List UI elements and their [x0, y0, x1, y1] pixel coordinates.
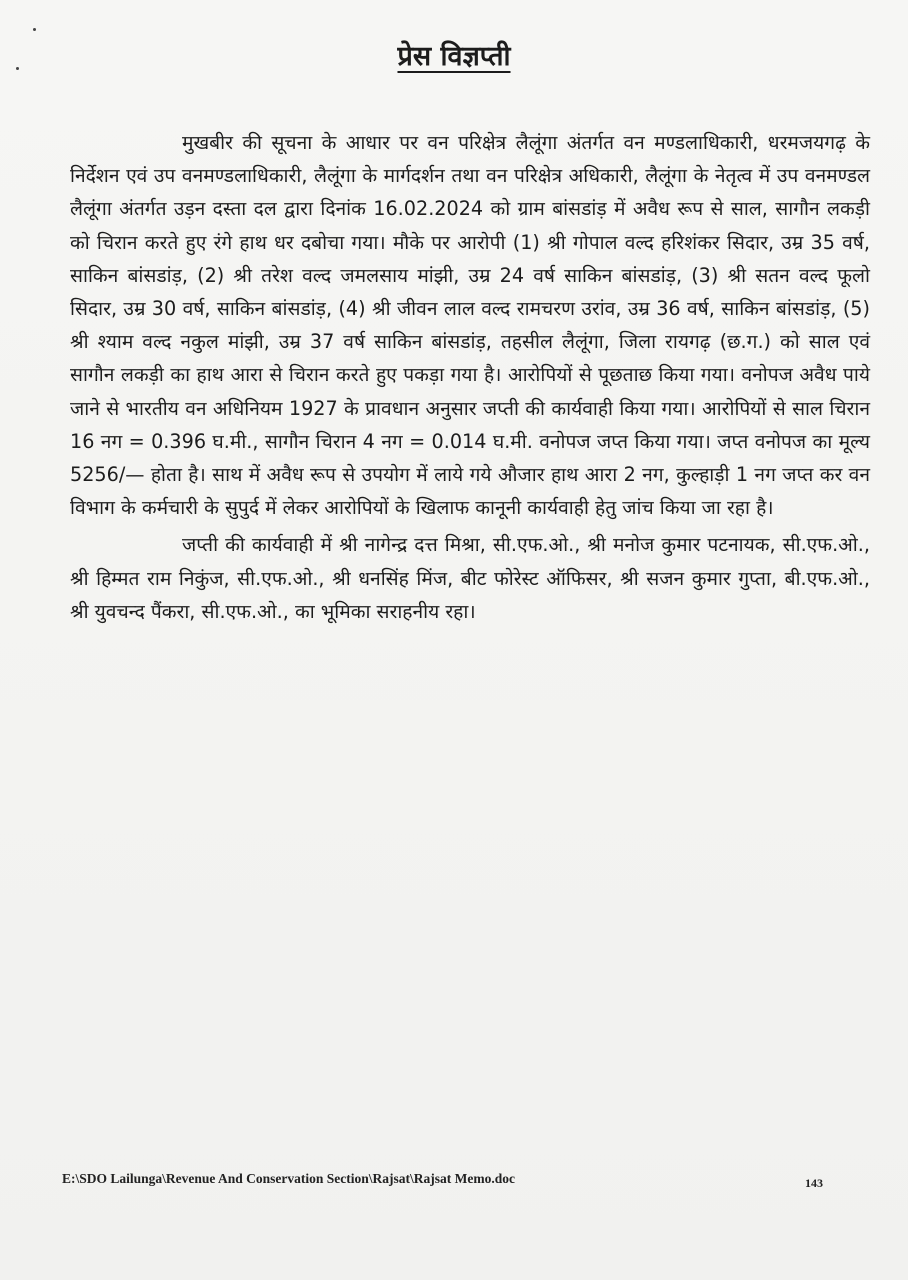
footer-file-path: E:\SDO Lailunga\Revenue And Conservation Section\Rajsat\Rajsat Memo.doc	[62, 1171, 516, 1186]
page-number: 143	[805, 1176, 823, 1190]
paragraph-seizure-report: मुखबीर की सूचना के आधार पर वन परिक्षेत्र लैलूंगा अंतर्गत वन मण्डलाधिकारी, धरमजयगढ़ के निर्देशन एवं उप वनमण्डलाधिकारी, लैलूंगा के मार्गदर्शन तथा वन परिक्षेत्र अधिकारी, लैलूंगा के नेतृत्व में उप वनमण्डल लैलूंगा अंतर्गत उड़न दस्ता दल द्वारा दिनांक 16.02.2024 को ग्राम बांसडांड़ में अवैध रूप से साल, सागौन लकड़ी को चिरान करते हुए रंगे हाथ धर दबोचा गया। मौके पर आरोपी (1) श्री गोपाल वल्द हरिशंकर सिदार, उम्र 35 वर्ष, साकिन बांसडांड़, (2) श्री तरेश वल्द जमलसाय मांझी, उम्र 24 वर्ष साकिन बांसडांड़, (3) श्री सतन वल्द फूलो सिदार, उम्र 30 वर्ष, साकिन बांसडांड़, (4) श्री जीवन लाल वल्द रामचरण उरांव, उम्र 36 वर्ष, साकिन बांसडांड़, (5) श्री श्याम वल्द नकुल मांझी, उम्र 37 वर्ष साकिन बांसडांड़, तहसील लैलूंगा, जिला रायगढ़ (छ.ग.) को साल एवं सागौन लकड़ी का हाथ आरा से चिरान करते हुए पकड़ा गया है। आरोपियों से पूछताछ किया गया। वनोपज अवैध पाये जाने से भारतीय वन अधिनियम 1927 के प्रावधान अनुसार जप्ती की कार्यवाही किया गया। आरोपियों से साल चिरान 16 नग = 0.396 घ.मी., सागौन चिरान 4 नग = 0.014 घ.मी. वनोपज जप्त किया गया। जप्त वनोपज का मूल्य 5256/— होता है। साथ में अवैध रूप से उपयोग में लाये गये औजार हाथ आरा 2 नग, कुल्हाड़ी 1 नग जप्त कर वन विभाग के कर्मचारी के सुपुर्द में लेकर आरोपियों के खिलाफ कानूनी कार्यवाही हेतु जांच किया जा रहा है।	[70, 131, 870, 520]
scan-speck	[33, 28, 36, 31]
document-body	[70, 126, 870, 628]
paragraph-acknowledgement: जप्ती की कार्यवाही में श्री नागेन्द्र दत्त मिश्रा, सी.एफ.ओ., श्री मनोज कुमार पटनायक, सी.एफ.ओ., श्री हिम्मत राम निकुंज, सी.एफ.ओ., श्री धनसिंह मिंज, बीट फोरेस्ट ऑफिसर, श्री सजन कुमार गुप्ता, बी.एफ.ओ., श्री युवचन्द पैंकरा, सी.एफ.ओ., का भूमिका सराहनीय रहा।	[70, 533, 870, 623]
document-title: प्रेस विज्ञप्ती	[397, 41, 511, 72]
